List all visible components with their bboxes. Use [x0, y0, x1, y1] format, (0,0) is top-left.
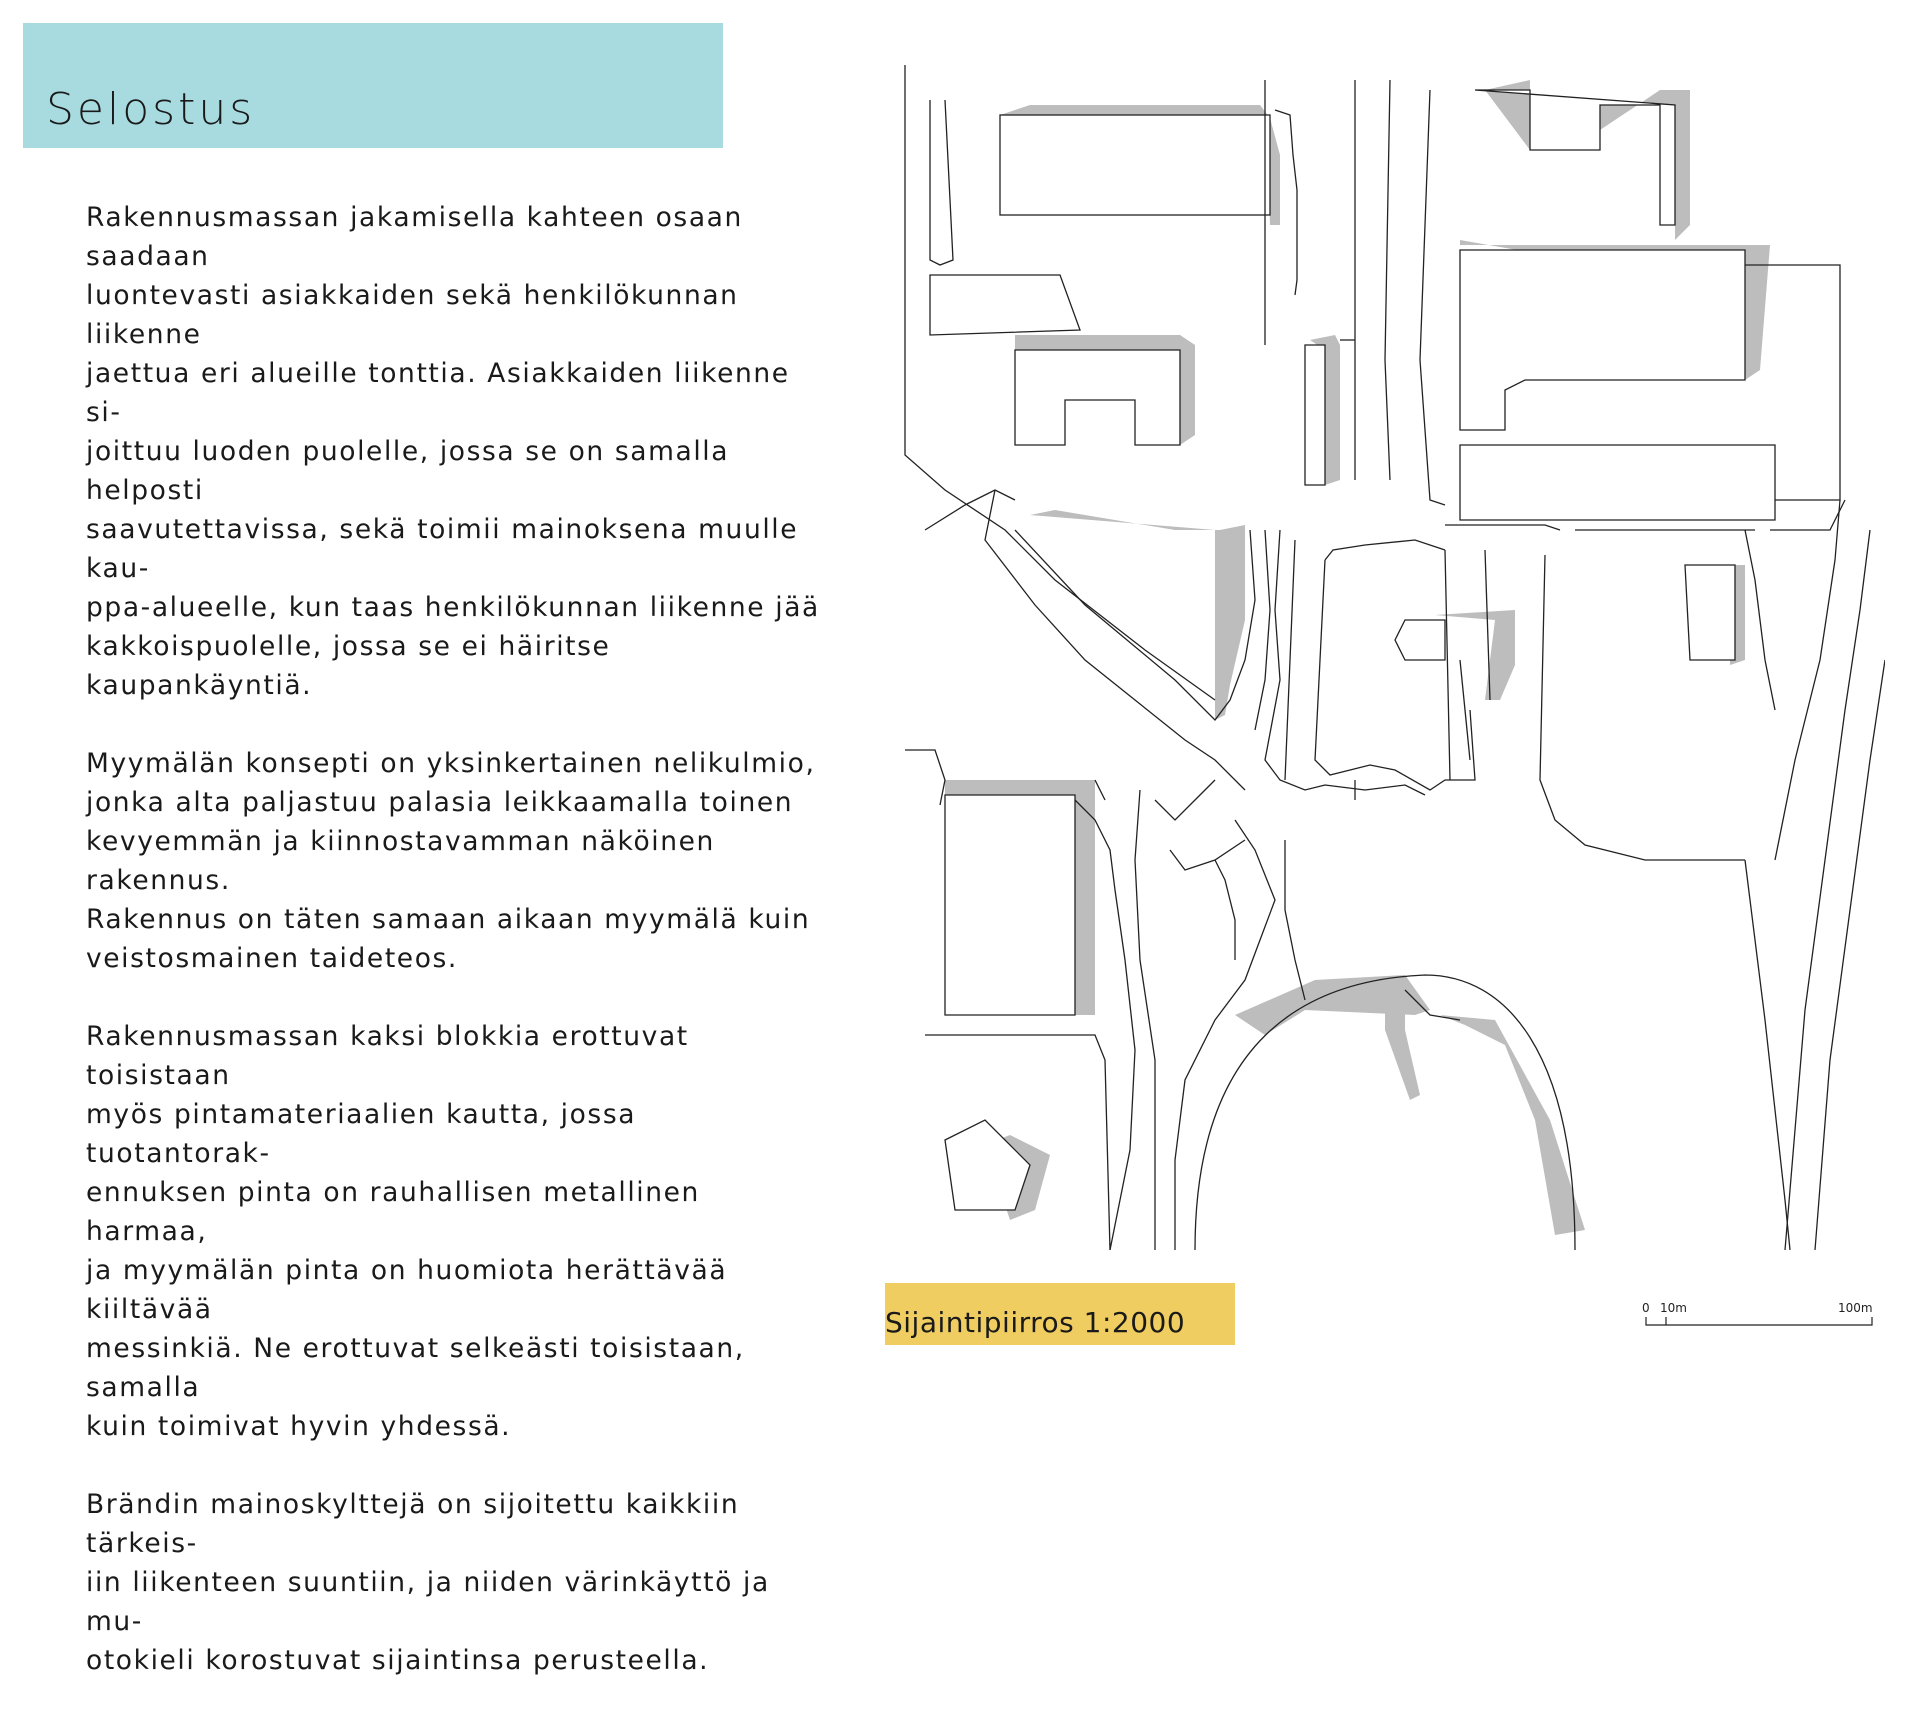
text-line: kakkoispuolelle, jossa se ei häiritse kaupankäyntiä. — [86, 631, 611, 701]
site-plan-map — [885, 60, 1885, 1250]
paragraph-1 — [86, 198, 826, 705]
text-line: saavutettavissa, sekä toimii mainoksena muulle kau- — [86, 514, 799, 584]
paragraph-3 — [86, 1017, 826, 1446]
text-line: myös pintamateriaalien kautta, jossa tuotantorak- — [86, 1099, 637, 1169]
scale-bar — [1640, 1297, 1880, 1337]
text-line: ppa-alueelle, kun taas henkilökunnan liikenne jää — [86, 592, 820, 623]
text-line: ennuksen pinta on rauhallisen metallinen harmaa, — [86, 1177, 700, 1247]
scale-label-10: 10m — [1660, 1301, 1687, 1315]
text-line: jaettua eri alueille tonttia. Asiakkaiden liikenne si- — [86, 358, 790, 428]
text-line: jonka alta paljastuu palasia leikkaamalla toinen — [86, 787, 794, 818]
text-line: Rakennus on täten samaan aikaan myymälä kuin — [86, 904, 811, 935]
map-caption: Sijaintipiirros 1:2000 — [885, 1306, 1186, 1339]
scale-label-100: 100m — [1838, 1301, 1873, 1315]
text-line: messinkiä. Ne erottuvat selkeästi toisistaan, samalla — [86, 1333, 745, 1403]
text-line: kevyemmän ja kiinnostavamman näköinen rakennus. — [86, 826, 715, 896]
description-text — [86, 198, 826, 1719]
text-line: otokieli korostuvat sijaintinsa perusteella. — [86, 1645, 710, 1676]
page-title: Selostus — [46, 84, 256, 135]
paragraph-2 — [86, 744, 826, 978]
text-line: Brändin mainoskylttejä on sijoitettu kaikkiin tärkeis- — [86, 1489, 740, 1559]
text-line: joittuu luoden puolelle, jossa se on samalla helposti — [86, 436, 730, 506]
text-line: iin liikenteen suuntiin, ja niiden värinkäyttö ja mu- — [86, 1567, 770, 1637]
text-line: kuin toimivat hyvin yhdessä. — [86, 1411, 512, 1442]
scale-label-0: 0 — [1642, 1301, 1650, 1315]
text-line: Rakennusmassan kaksi blokkia erottuvat toisistaan — [86, 1021, 689, 1091]
text-line: Myymälän konsepti on yksinkertainen nelikulmio, — [86, 748, 816, 779]
text-line: luontevasti asiakkaiden sekä henkilökunnan liikenne — [86, 280, 739, 350]
text-line: Rakennusmassan jakamisella kahteen osaan saadaan — [86, 202, 743, 272]
text-line: veistosmainen taideteos. — [86, 943, 458, 974]
text-line: ja myymälän pinta on huomiota herättävää kiiltävää — [86, 1255, 728, 1325]
paragraph-4 — [86, 1485, 826, 1680]
